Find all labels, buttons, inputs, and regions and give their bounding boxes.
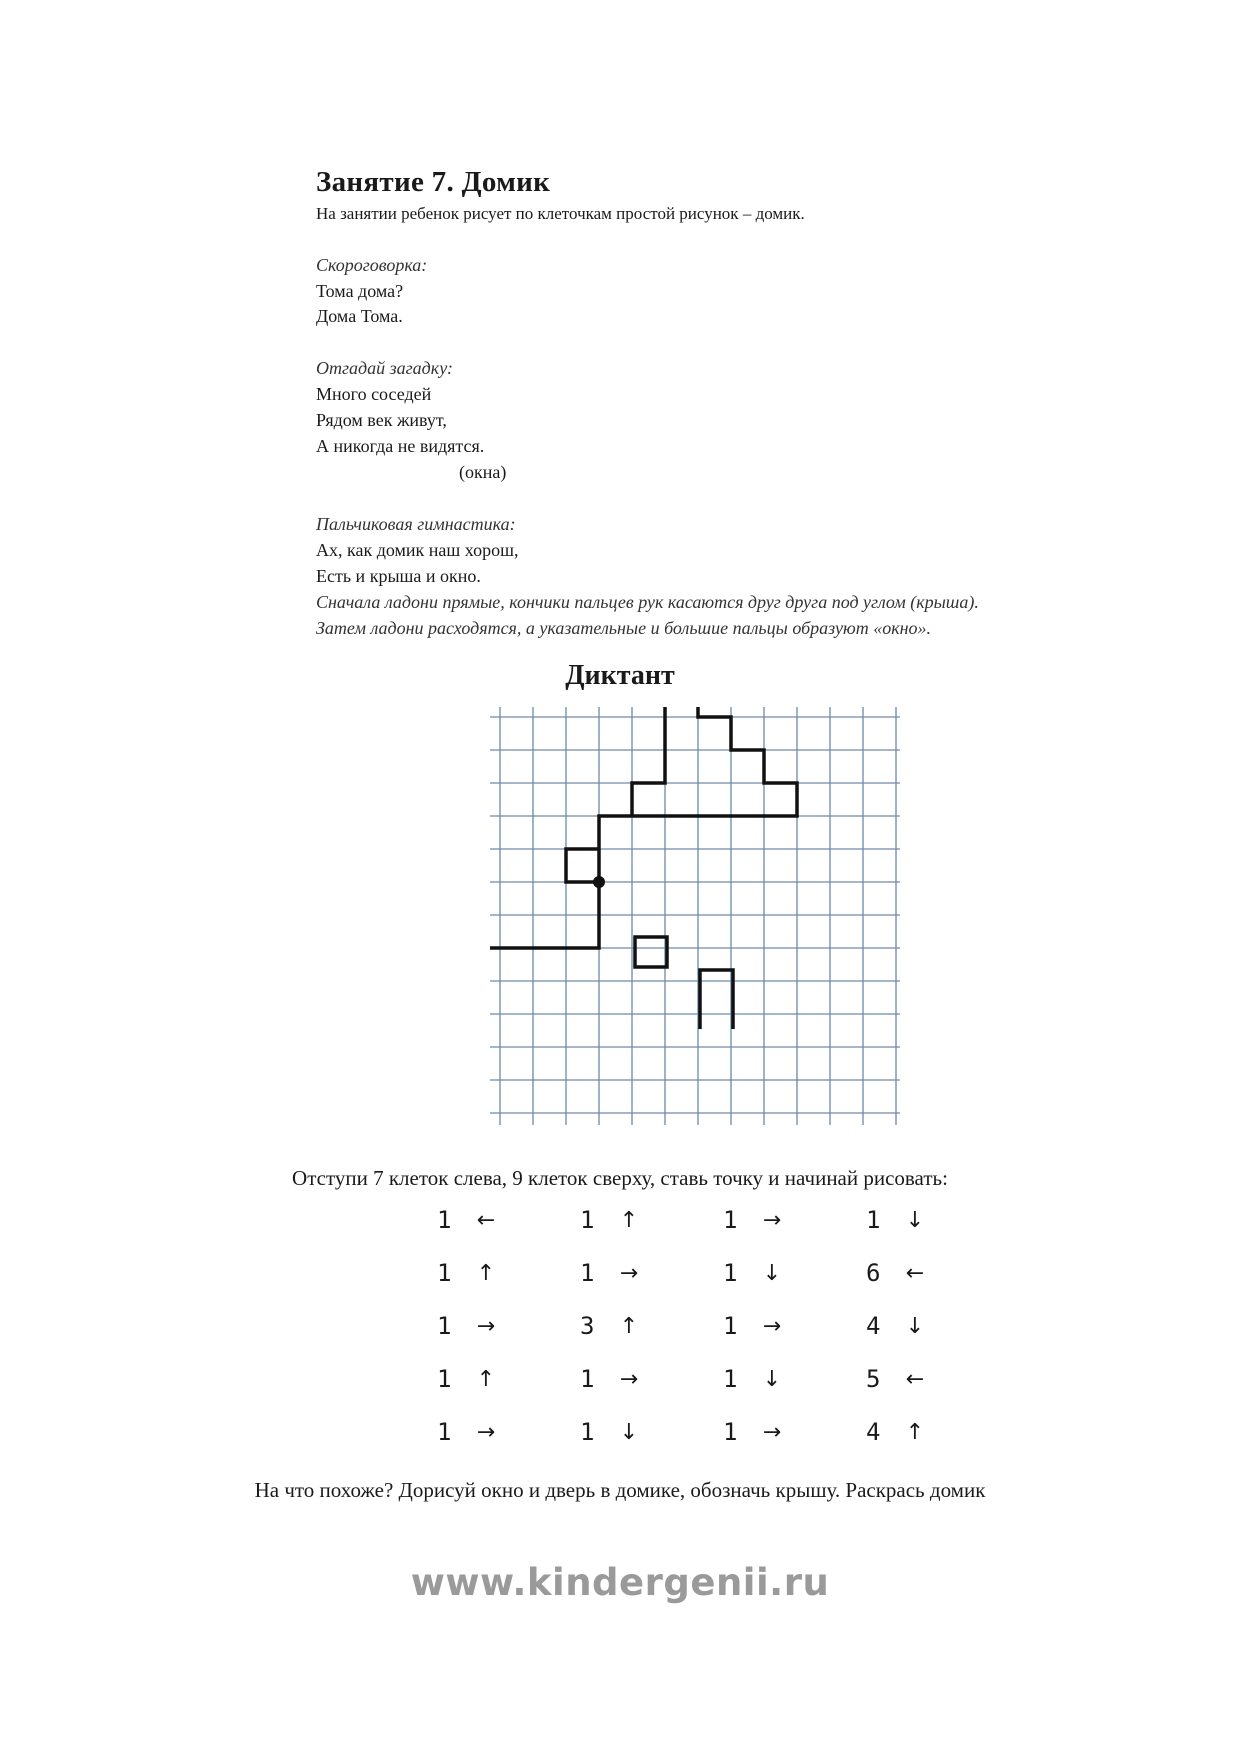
step-count: 1	[723, 1312, 738, 1340]
dictation-step	[437, 1200, 537, 1240]
arrow-up-icon: ↑	[905, 1419, 925, 1445]
arrow-left-icon: ←	[476, 1207, 496, 1233]
arrow-right-icon: →	[619, 1366, 639, 1392]
finger-gym-note-1: Сначала ладони прямые, кончики пальцев рук касаются друг друга под углом (крыша).	[316, 592, 979, 612]
step-count: 6	[866, 1259, 881, 1287]
dictation-step	[723, 1359, 823, 1399]
dictation-instruction: Отступи 7 клеток слева, 9 клеток сверху, ставь точку и начинай рисовать:	[292, 1166, 948, 1190]
step-count: 1	[437, 1312, 452, 1340]
riddle-answer: (окна)	[459, 462, 507, 482]
dictation-step	[437, 1359, 537, 1399]
step-count: 1	[437, 1206, 452, 1234]
tongue-twister-line-2: Дома Тома.	[316, 306, 403, 326]
dictation-step	[866, 1200, 966, 1240]
tongue-twister-label: Скороговорка:	[316, 255, 428, 275]
page-title: Занятие 7. Домик	[316, 166, 551, 198]
step-count: 4	[866, 1418, 881, 1446]
dictation-step	[580, 1306, 680, 1346]
step-count: 1	[580, 1418, 595, 1446]
step-count: 4	[866, 1312, 881, 1340]
step-count: 1	[723, 1365, 738, 1393]
riddle-line-1: Много соседей	[316, 384, 432, 404]
step-count: 3	[580, 1312, 595, 1340]
step-count: 1	[437, 1259, 452, 1287]
dictation-step	[866, 1253, 966, 1293]
dictation-step	[580, 1253, 680, 1293]
arrow-right-icon: →	[476, 1419, 496, 1445]
finger-gym-label: Пальчиковая гимнастика:	[316, 514, 516, 534]
arrow-up-icon: ↑	[619, 1207, 639, 1233]
riddle-line-3: А никогда не видятся.	[316, 436, 485, 456]
tongue-twister-line-1: Тома дома?	[316, 281, 404, 301]
dictation-step	[580, 1200, 680, 1240]
finger-gym-note-2: Затем ладони расходятся, а указательные и большие пальцы образуют «окно».	[316, 618, 932, 638]
step-count: 1	[437, 1365, 452, 1393]
dictation-grid	[490, 707, 900, 1137]
arrow-down-icon: ↓	[762, 1366, 782, 1392]
step-count: 1	[723, 1206, 738, 1234]
arrow-down-icon: ↓	[905, 1207, 925, 1233]
arrow-left-icon: ←	[905, 1260, 925, 1286]
finger-gym-line-2: Есть и крыша и окно.	[316, 566, 481, 586]
dictation-question: На что похоже? Дорисуй окно и дверь в домике, обозначь крышу. Раскрась домик	[254, 1478, 986, 1502]
dictation-step	[866, 1359, 966, 1399]
house-window	[635, 937, 667, 967]
dictation-step	[866, 1412, 966, 1452]
arrow-down-icon: ↓	[762, 1260, 782, 1286]
arrow-right-icon: →	[762, 1419, 782, 1445]
step-count: 1	[437, 1418, 452, 1446]
step-count: 1	[580, 1259, 595, 1287]
dictation-step	[723, 1412, 823, 1452]
start-dot	[593, 876, 605, 888]
arrow-right-icon: →	[762, 1313, 782, 1339]
finger-gym-line-1: Ах, как домик наш хорош,	[316, 540, 519, 560]
arrow-down-icon: ↓	[619, 1419, 639, 1445]
dictation-steps	[437, 1200, 957, 1470]
house-door	[700, 970, 733, 1029]
riddle-label: Отгадай загадку:	[316, 358, 453, 378]
arrow-up-icon: ↑	[476, 1366, 496, 1392]
step-count: 1	[723, 1418, 738, 1446]
arrow-up-icon: ↑	[476, 1260, 496, 1286]
arrow-up-icon: ↑	[619, 1313, 639, 1339]
dictation-step	[437, 1412, 537, 1452]
step-count: 1	[723, 1259, 738, 1287]
arrow-right-icon: →	[476, 1313, 496, 1339]
step-count: 1	[580, 1206, 595, 1234]
arrow-down-icon: ↓	[905, 1313, 925, 1339]
step-count: 1	[866, 1206, 881, 1234]
house-outline	[490, 707, 797, 948]
riddle-line-2: Рядом век живут,	[316, 410, 447, 430]
dictation-title: Диктант	[565, 660, 675, 691]
dictation-step	[580, 1359, 680, 1399]
dictation-step	[437, 1306, 537, 1346]
dictation-step	[866, 1306, 966, 1346]
dictation-step	[723, 1200, 823, 1240]
dictation-step	[723, 1253, 823, 1293]
arrow-right-icon: →	[619, 1260, 639, 1286]
step-count: 1	[580, 1365, 595, 1393]
dictation-step	[437, 1253, 537, 1293]
step-count: 5	[866, 1365, 881, 1393]
dictation-step	[580, 1412, 680, 1452]
intro-text: На занятии ребенок рисует по клеточкам простой рисунок – домик.	[316, 204, 805, 223]
site-url: www.kindergenii.ru	[410, 1561, 830, 1604]
arrow-right-icon: →	[762, 1207, 782, 1233]
arrow-left-icon: ←	[905, 1366, 925, 1392]
dictation-step	[723, 1306, 823, 1346]
